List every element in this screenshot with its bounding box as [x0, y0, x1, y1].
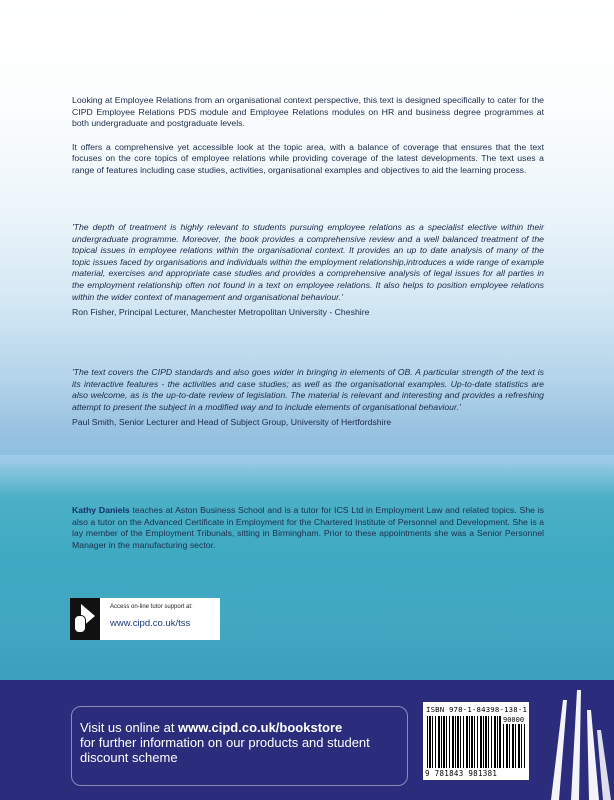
author-name: Kathy Daniels	[72, 505, 130, 515]
horizon-haze	[0, 455, 614, 495]
review-quote-2	[72, 367, 544, 429]
mouse-cursor-icon	[70, 598, 100, 640]
promo-url[interactable]: www.cipd.co.uk/bookstore	[178, 720, 343, 735]
author-bio	[72, 505, 544, 551]
promo-rest: for further information on our products and student discount scheme	[80, 735, 370, 765]
author-bio-text: teaches at Aston Business School and is a tutor for ICS Ltd in Employment Law and related topics. She is also a tutor on the Advanced Certificate in Employment for the Chartered Institute of Personnel and Development. She is a lay member of the Employment Tribunals, sitting in Birmingham. Prior to these appointments she was a Senior Personnel Manager in the manufacturing sector.	[72, 505, 544, 550]
tutor-support-link[interactable]: www.cipd.co.uk/tss	[110, 618, 191, 629]
intro-paragraph-1: Looking at Employee Relations from an organisational context perspective, this text is designed specifically to cater for the CIPD Employee Relations PDS module and Employee Relations modules on HR and business degree programmes at both undergraduate and postgraduate levels.	[72, 95, 544, 129]
barcode-digits: 9 781843 981381	[425, 769, 498, 778]
publisher-logo	[541, 680, 614, 800]
quote-2-attribution: Paul Smith, Senior Lecturer and Head of Subject Group, University of Hertfordshire	[72, 417, 392, 428]
barcode-addon-number: 90000	[503, 716, 525, 724]
promo-lead: Visit us online at	[80, 720, 179, 735]
isbn-label: ISBN 978-1-84398-138-1	[426, 705, 528, 714]
review-quote-1	[72, 222, 544, 319]
promo-text	[80, 720, 410, 765]
quote-1-attribution: Ron Fisher, Principal Lecturer, Manchester Metropolitan University - Cheshire	[72, 307, 370, 318]
intro-paragraph-2: It offers a comprehensive yet accessible look at the topic area, with a balance of coverage that ensures that the text focuses on the core topics of employee relations while providing coverage of the latest developments. The text uses a range of features including case studies, activities, organisational examples and objectives to aid the learning process.	[72, 141, 544, 175]
tutor-support-badge[interactable]	[70, 598, 220, 640]
intro-text	[72, 95, 544, 177]
quote-2-text: 'The text covers the CIPD standards and also goes wider in bringing in elements of OB. A particular strength of the text is its interactive features - the activities and case studies; as well as the organisational examples. Up-to-date statistics are also welcome, as is the up-to-date review of legislation. The material is relevant and interesting and provides a refreshing attempt to present the subject in a modified way and to include elements of organisational behaviour.'	[72, 367, 544, 412]
tutor-support-label: Access on-line tutor support at:	[110, 604, 193, 610]
barcode-addon-bars	[503, 724, 525, 768]
quote-1-text: 'The depth of treatment is highly relevant to students pursuing employee relations as a specialist elective within their undergraduate programme. Moreover, the book provides a comprehensive review and a well balanced treatment of the topical issues in employee relations within the organisational context. It provides an up to date analysis of many of the topic issues faced by organisations and individuals within the employment relationship,introduces a wide range of example material, exercises and appropriate case studies and provides a comprehensive analysis of legal issues for all parties in the employment relationship often not found in a text on employee relations. It also helps to position employee relations within the wider context of management and organisational behaviour.'	[72, 222, 544, 302]
isbn-barcode	[423, 702, 529, 780]
